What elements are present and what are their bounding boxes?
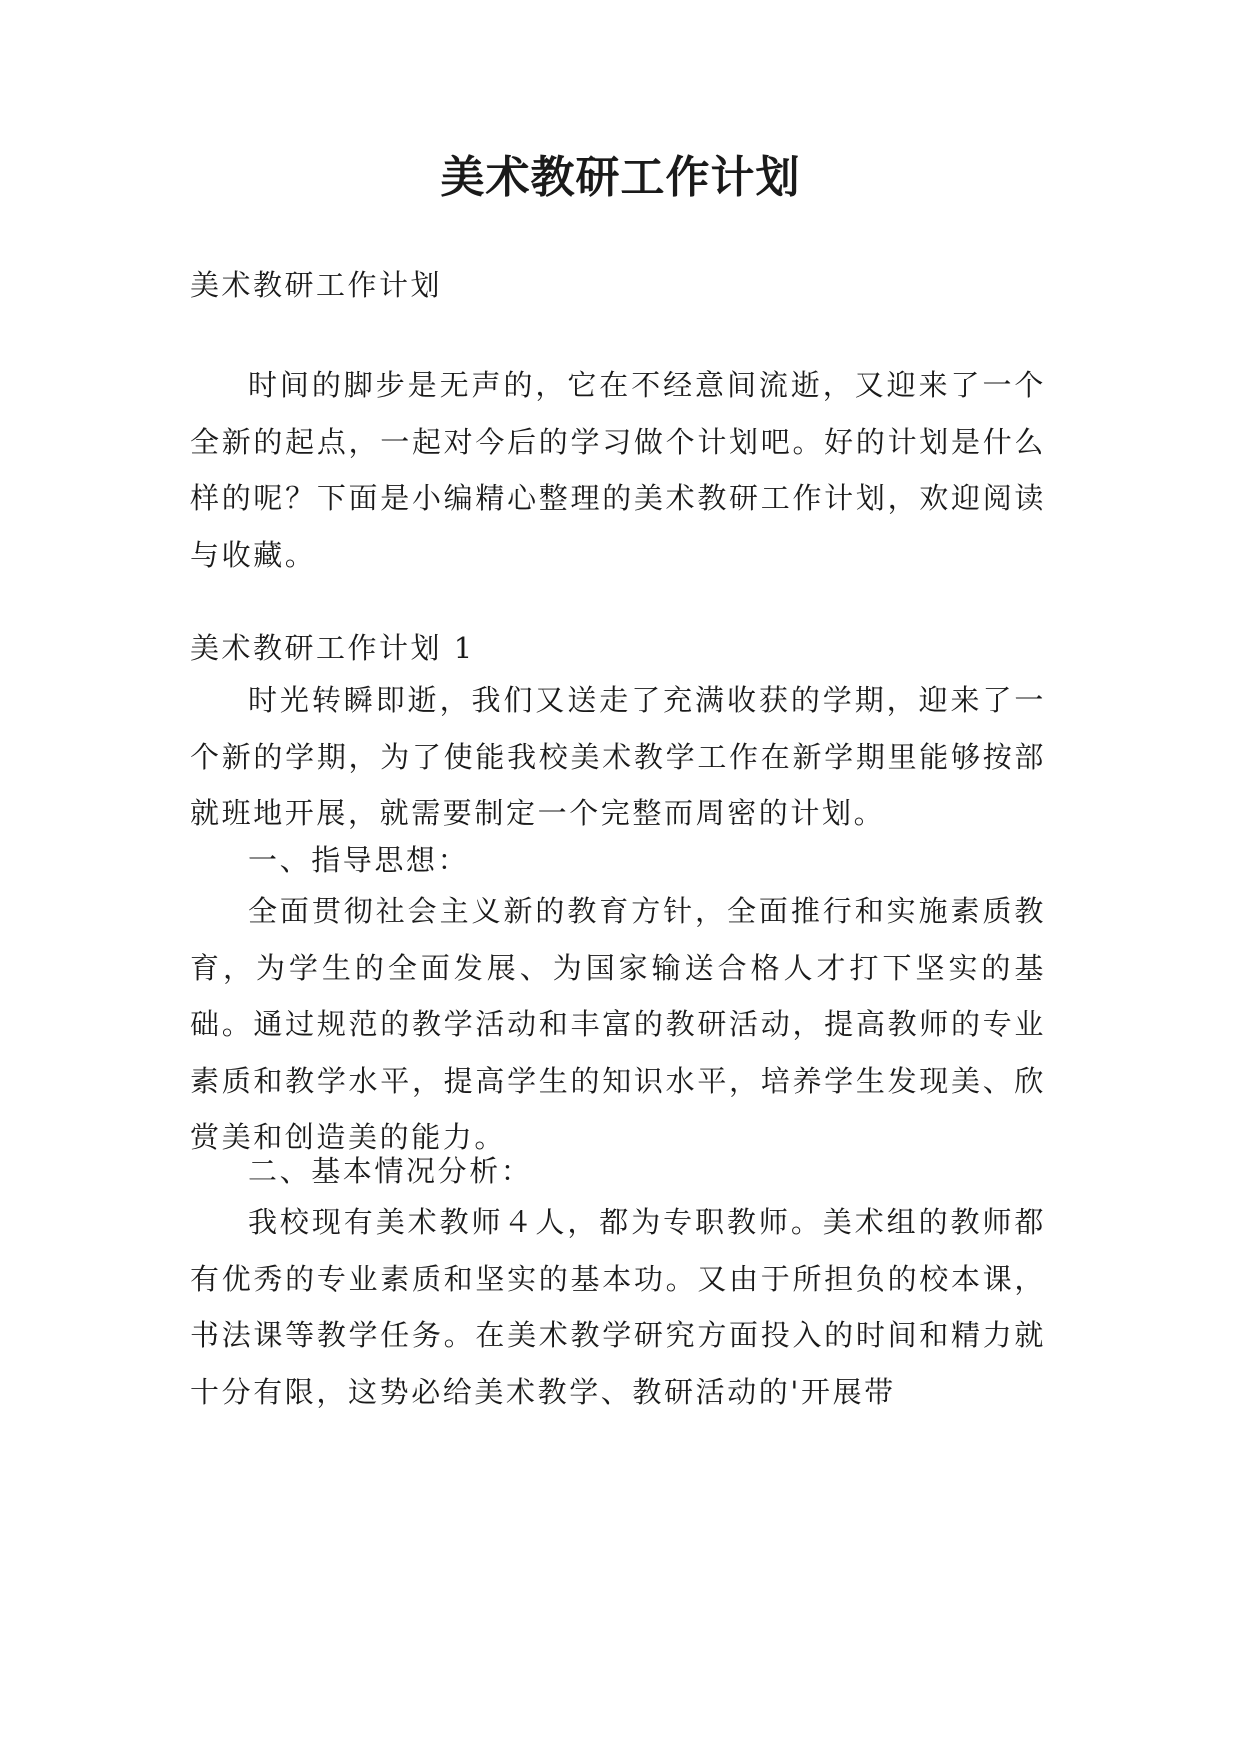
document-title: 美术教研工作计划 <box>440 152 801 203</box>
guiding-paragraph: 全面贯彻社会主义新的教育方针，全面推行和实施素质教育，为学生的全面发展、为国家输送合格人才打下坚实的基础。通过规范的教学活动和丰富的教研活动，提高教师的专业素质和教学水平，提高学生的知识水平，培养学生发现美、欣赏美和创造美的能力。 <box>190 894 1046 1154</box>
analysis-heading: 二、基本情况分析： <box>248 1154 533 1188</box>
guiding-heading: 一、指导思想： <box>248 843 470 877</box>
document-subtitle: 美术教研工作计划 <box>190 268 443 302</box>
section-opening-paragraph: 时光转瞬即逝，我们又送走了充满收获的学期，迎来了一个新的学期，为了使能我校美术教学工作在新学期里能够按部就班地开展，就需要制定一个完整而周密的计划。 <box>190 683 1046 830</box>
analysis-paragraph: 我校现有美术教师４人，都为专职教师。美术组的教师都有优秀的专业素质和坚实的基本功。又由于所担负的校本课，书法课等教学任务。在美术教学研究方面投入的时间和精力就十分有限，这势必给美术教学、教研活动的'开展带 <box>190 1205 1046 1409</box>
section-heading: 美术教研工作计划 1 <box>190 631 475 665</box>
intro-paragraph: 时间的脚步是无声的，它在不经意间流逝，又迎来了一个全新的起点，一起对今后的学习做个计划吧。好的计划是什么样的呢？下面是小编精心整理的美术教研工作计划，欢迎阅读与收藏。 <box>190 368 1046 572</box>
